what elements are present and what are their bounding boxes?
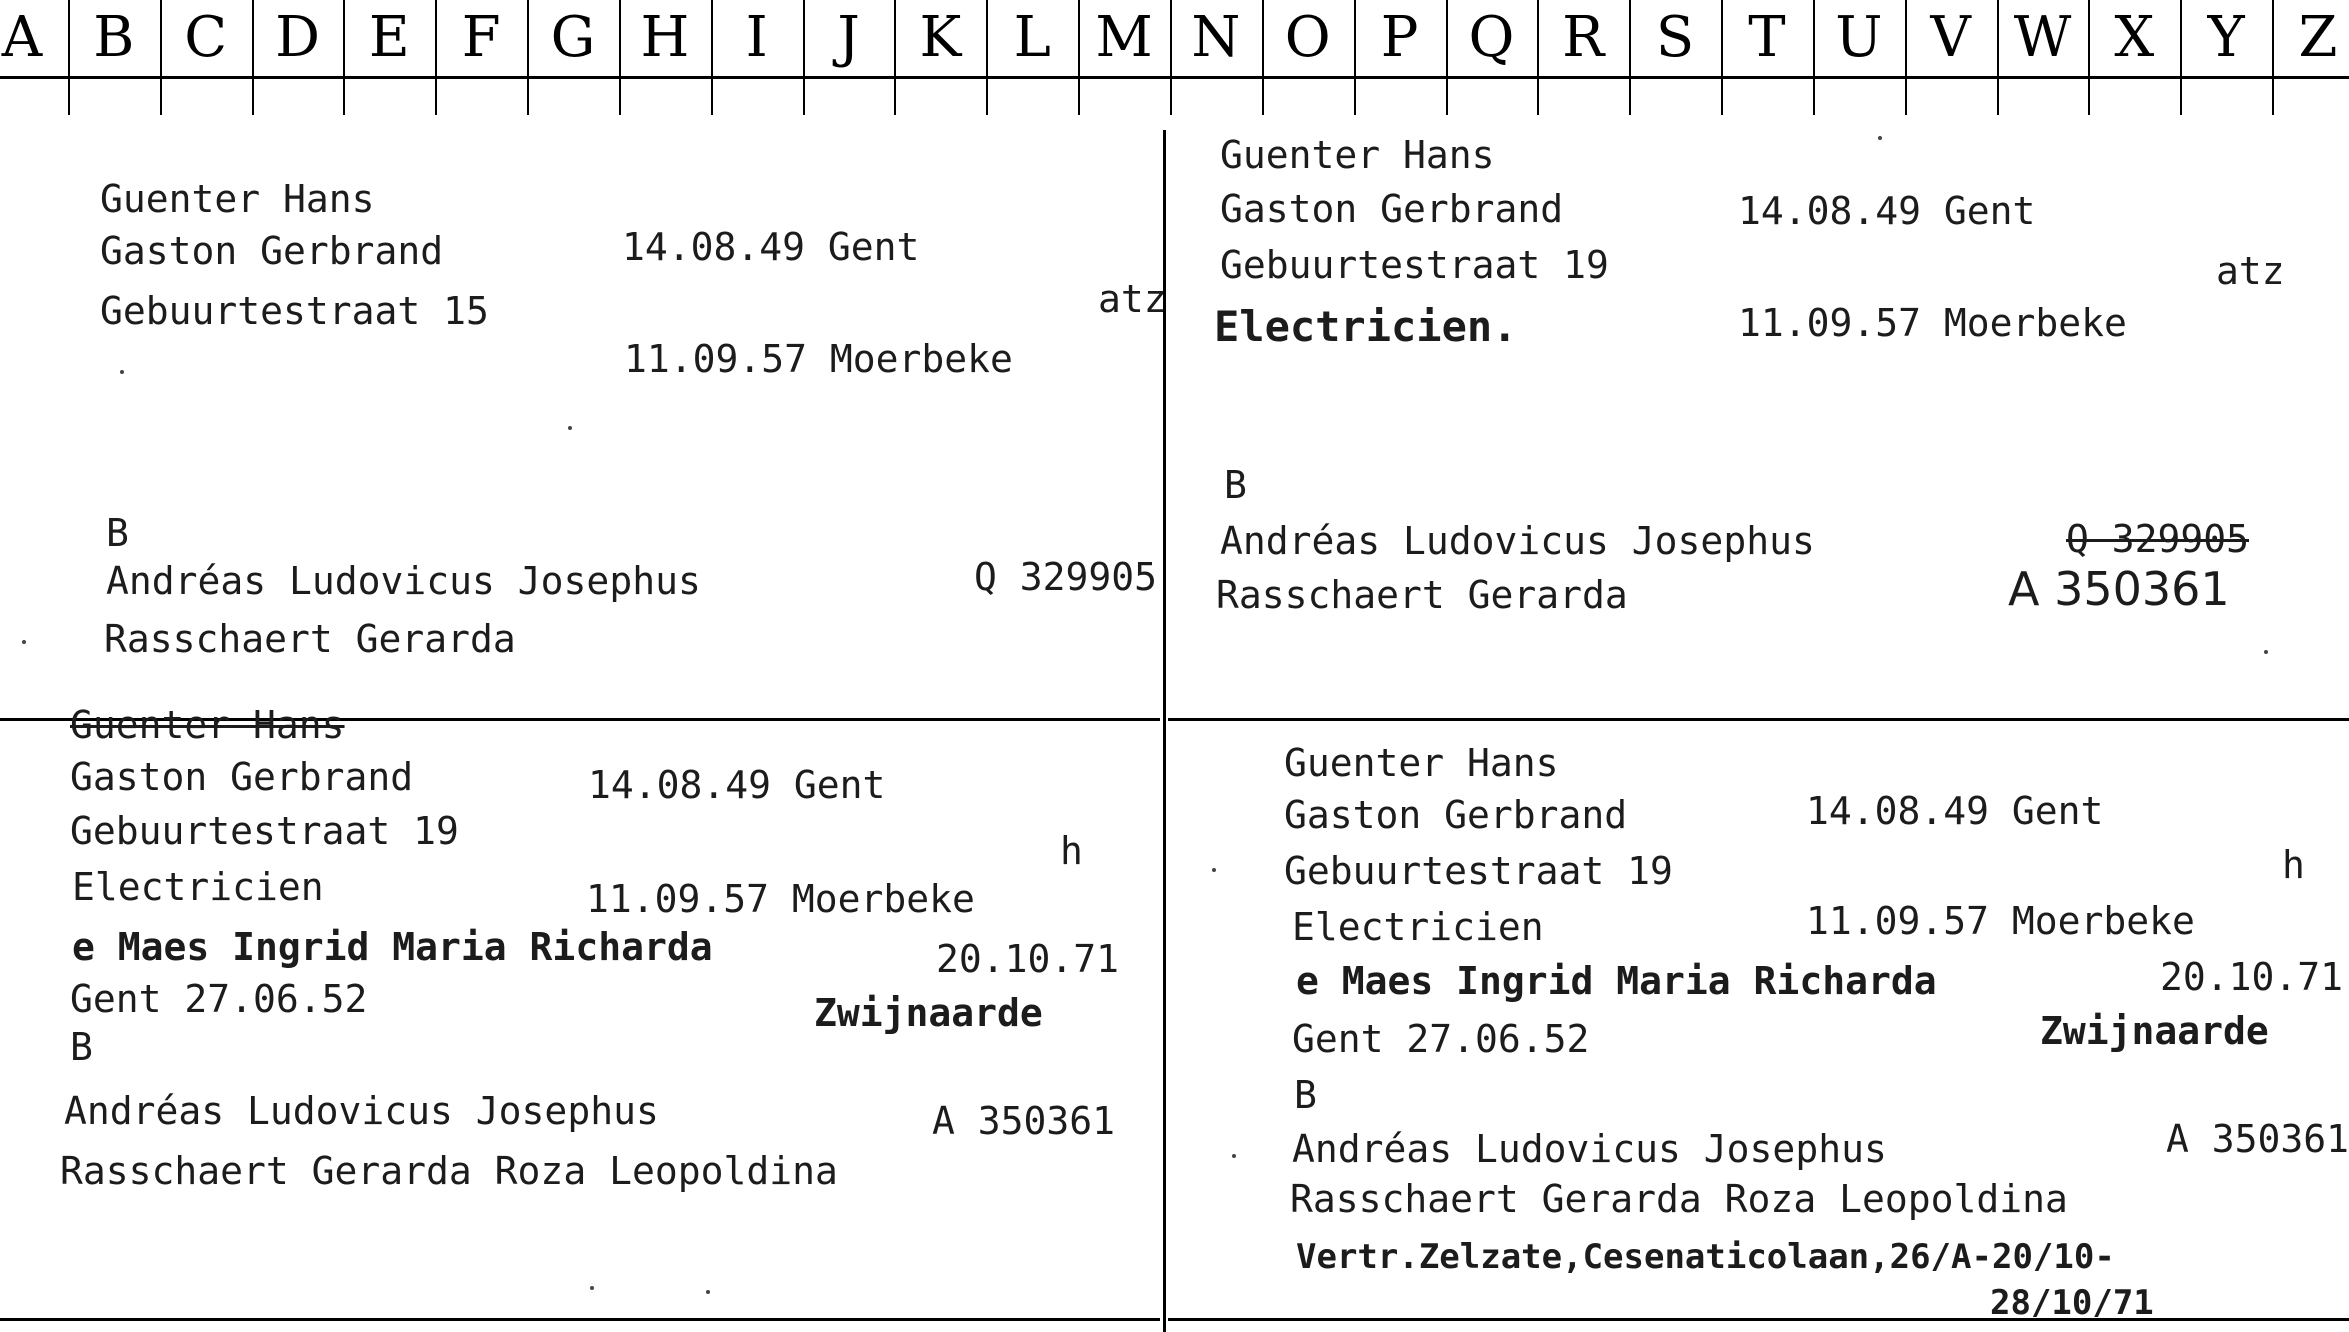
index-tab-divider (711, 0, 713, 115)
index-letter-d: D (275, 5, 320, 70)
index-letter-z: Z (2298, 5, 2338, 70)
index-letter-l: L (1013, 5, 1051, 70)
index-letter-r: R (1562, 5, 1605, 70)
index-tab-divider (527, 0, 529, 115)
index-letter-x: X (2114, 5, 2155, 70)
card-4-mother-name: Rasschaert Gerarda Roza Leopoldina (1290, 1177, 2068, 1221)
index-letter-o: O (1284, 5, 1331, 70)
index-letter-t: T (1748, 5, 1786, 70)
index-tab-divider (1537, 0, 1539, 115)
card-3-father-names: Andréas Ludovicus Josephus (64, 1089, 659, 1133)
index-letter-m: M (1095, 5, 1153, 70)
scan-speck (1878, 136, 1882, 140)
index-letter-s: S (1655, 5, 1695, 70)
card-4-occupation: Electricien (1292, 905, 1544, 949)
index-tab-divider (1813, 0, 1815, 115)
card-1-date-place: 11.09.57 Moerbeke (624, 337, 1013, 381)
card-2-section-letter: B (1224, 463, 1247, 507)
index-tab-divider (252, 0, 254, 115)
card-2-address: Gebuurtestraat 19 (1220, 243, 1609, 287)
card-2-first-names: Guenter Hans (1220, 133, 1495, 177)
card-2-mother-name: Rasschaert Gerarda (1216, 573, 1628, 617)
card-3-address: Gebuurtestraat 19 (70, 809, 459, 853)
card-4-spouse-birth: Gent 27.06.52 (1292, 1017, 1590, 1061)
card-3-margin-note: h (1060, 829, 1083, 873)
index-letter-f: F (461, 5, 501, 70)
card-2-reference-old: Q 329905 (2066, 517, 2250, 561)
index-letter-n: N (1191, 5, 1241, 70)
card-3-reference-number: A 350361 (932, 1099, 1116, 1143)
index-letter-h: H (640, 5, 690, 70)
card-3-mother-name: Rasschaert Gerarda Roza Leopoldina (60, 1149, 838, 1193)
card-1-mother-name: Rasschaert Gerarda (104, 617, 516, 661)
card-1-reference-number: Q 329905 (974, 555, 1158, 599)
scan-speck (568, 426, 572, 430)
scan-speck (706, 1290, 710, 1294)
card-4-departure-note: Vertr.Zelzate,Cesenaticolaan,26/A-20/10- (1296, 1237, 2115, 1277)
index-tab-divider (1446, 0, 1448, 115)
card-1-father-names: Andréas Ludovicus Josephus (106, 559, 701, 603)
scan-speck (22, 640, 26, 644)
card-4-marriage-date: 20.10.71 (2160, 955, 2344, 999)
card-2-birth: 14.08.49 Gent (1738, 189, 2036, 233)
index-tab-divider (435, 0, 437, 115)
index-letter-g: G (550, 5, 596, 70)
index-letter-y: Y (2207, 5, 2245, 70)
sheet-bottom-edge-right (1168, 1318, 2349, 1321)
card-2-margin-note: atz (2216, 249, 2285, 293)
card-4-section-letter: B (1294, 1073, 1317, 1117)
index-tab-divider (2088, 0, 2090, 115)
index-letter-j: J (837, 5, 860, 70)
card-1-margin-note: atz (1098, 277, 1167, 321)
index-tab-divider (1170, 0, 1172, 115)
scan-speck (590, 1286, 594, 1290)
card-3-date-place: 11.09.57 Moerbeke (586, 877, 975, 921)
index-tab-divider (894, 0, 896, 115)
card-4-date-place: 11.09.57 Moerbeke (1806, 899, 2195, 943)
card-3-first-names: Guenter Hans (70, 703, 345, 747)
card-row-divider-right (1168, 718, 2349, 721)
card-1-birth: 14.08.49 Gent (622, 225, 920, 269)
index-letter-b: B (93, 5, 135, 70)
index-tab-divider (2180, 0, 2182, 115)
index-tab-divider (343, 0, 345, 115)
card-4-birth: 14.08.49 Gent (1806, 789, 2104, 833)
card-4-margin-note: h (2282, 843, 2305, 887)
scan-speck (120, 370, 124, 374)
index-tab-divider (1262, 0, 1264, 115)
index-tab-divider (1997, 0, 1999, 115)
card-4-departure-date: 28/10/71 (1990, 1283, 2154, 1323)
card-4-reference-number: A 350361 (2166, 1117, 2349, 1161)
card-3-spouse-birth: Gent 27.06.52 (70, 977, 368, 1021)
index-letter-q: Q (1468, 5, 1515, 70)
card-4-father-names: Andréas Ludovicus Josephus (1292, 1127, 1887, 1171)
index-tab-divider (1078, 0, 1080, 115)
index-tab-divider (1905, 0, 1907, 115)
card-4-spouse: e Maes Ingrid Maria Richarda (1296, 959, 1937, 1003)
index-tab-divider (619, 0, 621, 115)
index-letter-w: W (2013, 5, 2072, 70)
card-3-occupation: Electricien (72, 865, 324, 909)
card-1-name-line: Gaston Gerbrand (100, 229, 444, 273)
card-4-address: Gebuurtestraat 19 (1284, 849, 1673, 893)
scan-speck (1212, 868, 1216, 872)
index-letter-i: I (745, 5, 768, 70)
card-1-section-letter: B (106, 511, 129, 555)
card-3-marriage-date: 20.10.71 (936, 937, 1120, 981)
card-1-first-names: Guenter Hans (100, 177, 375, 221)
index-tab-divider (803, 0, 805, 115)
index-tab-divider (68, 0, 70, 115)
index-letter-c: C (184, 5, 228, 70)
sheet-bottom-edge-left (0, 1318, 1160, 1321)
index-tab-divider (160, 0, 162, 115)
index-tab-divider (1721, 0, 1723, 115)
index-tab-divider (2272, 0, 2274, 115)
index-letter-u: U (1835, 5, 1883, 70)
index-letter-a: A (1, 5, 43, 70)
card-1-address: Gebuurtestraat 15 (100, 289, 489, 333)
index-tab-divider (1354, 0, 1356, 115)
card-2-father-names: Andréas Ludovicus Josephus (1220, 519, 1815, 563)
index-letter-k: K (919, 5, 962, 70)
card-3-name-line: Gaston Gerbrand (70, 755, 414, 799)
card-4-first-names: Guenter Hans (1284, 741, 1559, 785)
scan-speck (2264, 650, 2268, 654)
card-4-name-line: Gaston Gerbrand (1284, 793, 1628, 837)
index-letter-v: V (1930, 5, 1971, 70)
card-3-section-letter: B (70, 1025, 93, 1069)
index-letter-p: P (1380, 5, 1419, 70)
card-3-marriage-place: Zwijnaarde (814, 991, 1043, 1035)
card-2-date-place: 11.09.57 Moerbeke (1738, 301, 2127, 345)
card-4-marriage-place: Zwijnaarde (2040, 1009, 2269, 1053)
card-2-reference-number: A 350361 (2008, 562, 2230, 616)
index-letter-e: E (368, 5, 410, 70)
index-tab-divider (986, 0, 988, 115)
card-2-name-line: Gaston Gerbrand (1220, 187, 1564, 231)
card-3-birth: 14.08.49 Gent (588, 763, 886, 807)
alphabet-strip-divider (0, 76, 2349, 79)
card-3-spouse: e Maes Ingrid Maria Richarda (72, 925, 713, 969)
scan-speck (1232, 1154, 1236, 1158)
index-tab-divider (1629, 0, 1631, 115)
card-2-occupation: Electricien. (1214, 302, 1518, 351)
